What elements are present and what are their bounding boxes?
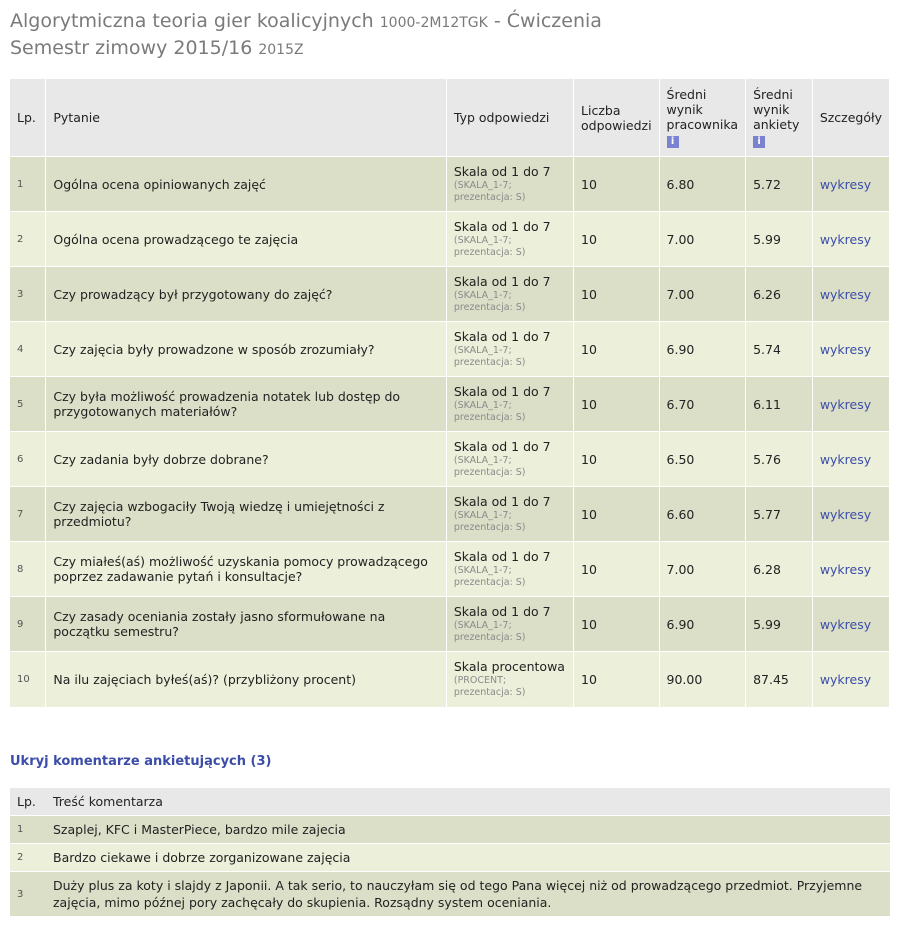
row-employee-avg: 6.60 (659, 487, 746, 542)
row-type-code: (SKALA_1-7; (453, 455, 512, 466)
row-count: 10 (574, 597, 660, 652)
row-type-label: Skala od 1 do 7 (453, 549, 551, 564)
row-count: 10 (574, 652, 660, 707)
row-type (446, 212, 573, 267)
row-employee-avg: 7.00 (659, 267, 746, 322)
col-employee-avg (659, 79, 746, 157)
col-employee-avg-label: Średni wynik pracownika (666, 87, 739, 132)
col-question: Pytanie (46, 79, 447, 157)
row-details (812, 377, 889, 432)
row-type-label: Skala od 1 do 7 (453, 384, 551, 399)
row-type-label: Skala od 1 do 7 (453, 164, 551, 179)
col-survey-avg-label: Średni wynik ankiety (753, 87, 800, 132)
row-type (446, 597, 573, 652)
row-type-code: (SKALA_1-7; (453, 565, 512, 576)
row-type-code: (SKALA_1-7; (453, 510, 512, 521)
row-lp: 6 (10, 432, 46, 487)
row-type (446, 652, 573, 707)
page-title (10, 0, 902, 63)
row-lp: 3 (10, 267, 46, 322)
row-details (812, 322, 889, 377)
table-row (10, 432, 890, 487)
table-row (10, 212, 890, 267)
row-type-presentation: prezentacja: S) (453, 412, 526, 423)
charts-link[interactable]: wykresy (819, 451, 872, 467)
row-type-label: Skala od 1 do 7 (453, 219, 551, 234)
row-details (812, 597, 889, 652)
row-details (812, 487, 889, 542)
row-type-label: Skala od 1 do 7 (453, 604, 551, 619)
row-question: Czy zadania były dobrze dobrane? (46, 432, 447, 487)
row-question: Czy zasady oceniania zostały jasno sformułowane na początku semestru? (46, 597, 447, 652)
row-type (446, 542, 573, 597)
row-type-code: (SKALA_1-7; (453, 400, 512, 411)
row-count: 10 (574, 377, 660, 432)
comment-row (10, 872, 890, 917)
row-employee-avg: 6.50 (659, 432, 746, 487)
semester-code: 2015Z (258, 42, 304, 58)
comments-header-row (10, 788, 890, 816)
row-lp: 4 (10, 322, 46, 377)
charts-link[interactable]: wykresy (819, 506, 872, 522)
row-type (446, 267, 573, 322)
info-icon[interactable]: i (667, 136, 679, 148)
row-survey-avg: 5.76 (746, 432, 813, 487)
row-lp: 1 (10, 157, 46, 212)
comment-text: Szaplej, KFC i MasterPiece, bardzo mile zajecia (46, 816, 890, 844)
row-type-label: Skala procentowa (453, 659, 565, 675)
results-header-row (10, 79, 890, 157)
row-type-code: (SKALA_1-7; (453, 620, 512, 631)
charts-link[interactable]: wykresy (819, 176, 872, 192)
col-count: Liczba odpowiedzi (574, 79, 660, 157)
col-type: Typ odpowiedzi (446, 79, 573, 157)
col-lp: Lp. (10, 79, 46, 157)
row-survey-avg: 5.72 (746, 157, 813, 212)
charts-link[interactable]: wykresy (819, 286, 872, 302)
charts-link[interactable]: wykresy (819, 231, 872, 247)
table-row (10, 157, 890, 212)
results-table (10, 79, 890, 707)
row-lp: 9 (10, 597, 46, 652)
row-question: Czy była możliwość prowadzenia notatek lub dostęp do przygotowanych materiałów? (46, 377, 447, 432)
row-type (446, 377, 573, 432)
row-employee-avg: 7.00 (659, 212, 746, 267)
row-details (812, 212, 889, 267)
row-type-code: (SKALA_1-7; (453, 290, 512, 301)
row-question: Ogólna ocena prowadzącego te zajęcia (46, 212, 447, 267)
row-type-presentation: prezentacja: S) (453, 357, 526, 368)
row-type-code: (SKALA_1-7; (453, 345, 512, 356)
row-survey-avg: 5.77 (746, 487, 813, 542)
col-details: Szczegóły (812, 79, 889, 157)
comment-row (10, 816, 890, 844)
charts-link[interactable]: wykresy (819, 396, 872, 412)
row-count: 10 (574, 542, 660, 597)
row-survey-avg: 87.45 (746, 652, 813, 707)
row-count: 10 (574, 267, 660, 322)
row-count: 10 (574, 432, 660, 487)
row-type (446, 487, 573, 542)
table-row (10, 487, 890, 542)
row-type-label: Skala od 1 do 7 (453, 274, 551, 289)
row-type (446, 322, 573, 377)
row-type-label: Skala od 1 do 7 (453, 439, 551, 454)
row-question: Ogólna ocena opiniowanych zajęć (46, 157, 447, 212)
row-type-code: (SKALA_1-7; (453, 180, 512, 191)
row-details (812, 157, 889, 212)
col-comment-content: Treść komentarza (46, 788, 890, 816)
row-question: Czy zajęcia były prowadzone w sposób zrozumiały? (46, 322, 447, 377)
table-row (10, 597, 890, 652)
table-row (10, 377, 890, 432)
comment-lp: 3 (10, 872, 46, 917)
table-row (10, 652, 890, 707)
row-details (812, 432, 889, 487)
row-employee-avg: 6.80 (659, 157, 746, 212)
row-survey-avg: 6.11 (746, 377, 813, 432)
row-count: 10 (574, 487, 660, 542)
comment-text: Bardzo ciekawe i dobrze zorganizowane zajęcia (46, 844, 890, 872)
row-employee-avg: 90.00 (659, 652, 746, 707)
row-employee-avg: 6.70 (659, 377, 746, 432)
row-type-presentation: prezentacja: S) (453, 687, 526, 699)
row-count: 10 (574, 157, 660, 212)
row-question: Czy zajęcia wzbogaciły Twoją wiedzę i umiejętności z przedmiotu? (46, 487, 447, 542)
row-employee-avg: 6.90 (659, 597, 746, 652)
row-type-presentation: prezentacja: S) (453, 247, 526, 258)
row-question: Czy prowadzący był przygotowany do zajęć? (46, 267, 447, 322)
course-code: 1000-2M12TGK (379, 15, 488, 31)
row-employee-avg: 6.90 (659, 322, 746, 377)
row-lp: 5 (10, 377, 46, 432)
row-lp: 7 (10, 487, 46, 542)
semester-title: Semestr zimowy 2015/16 (10, 37, 253, 59)
row-type-presentation: prezentacja: S) (453, 577, 526, 588)
col-survey-avg (746, 79, 813, 157)
row-type (446, 432, 573, 487)
row-type-presentation: prezentacja: S) (453, 302, 526, 313)
row-count: 10 (574, 212, 660, 267)
row-type-label: Skala od 1 do 7 (453, 494, 551, 509)
row-lp: 2 (10, 212, 46, 267)
row-type-code: (SKALA_1-7; (453, 235, 512, 246)
row-survey-avg: 5.74 (746, 322, 813, 377)
row-type-code: (PROCENT; (453, 675, 507, 687)
table-row (10, 322, 890, 377)
row-question: Czy miałeś(aś) możliwość uzyskania pomocy prowadzącego poprzez zadawanie pytań i konsultacje? (46, 542, 447, 597)
row-employee-avg: 7.00 (659, 542, 746, 597)
col-comment-lp: Lp. (10, 788, 46, 816)
charts-link[interactable]: wykresy (819, 341, 872, 357)
toggle-comments-link[interactable]: Ukryj komentarze ankietujących (3) (10, 754, 272, 769)
row-question: Na ilu zajęciach byłeś(aś)? (przybliżony procent) (46, 652, 447, 707)
charts-link[interactable]: wykresy (819, 671, 872, 687)
row-details (812, 267, 889, 322)
comment-row (10, 844, 890, 872)
row-type-presentation: prezentacja: S) (453, 467, 526, 478)
row-type-presentation: prezentacja: S) (453, 522, 526, 533)
table-row (10, 267, 890, 322)
charts-link[interactable]: wykresy (819, 561, 872, 577)
info-icon[interactable]: i (753, 136, 765, 148)
row-survey-avg: 5.99 (746, 212, 813, 267)
row-type (446, 157, 573, 212)
row-survey-avg: 6.28 (746, 542, 813, 597)
course-type: - Ćwiczenia (493, 10, 602, 32)
row-type-presentation: prezentacja: S) (453, 192, 526, 203)
comment-text: Duży plus za koty i slajdy z Japonii. A tak serio, to nauczyłam się od tego Pana więcej niż od prowadzącego przedmiot. Przyjemne zajęcia, mimo późnej pory zachęcały do skupienia. Rozsądny system oceniania. (46, 872, 890, 917)
row-survey-avg: 6.26 (746, 267, 813, 322)
row-survey-avg: 5.99 (746, 597, 813, 652)
row-details (812, 542, 889, 597)
row-type-presentation: prezentacja: S) (453, 632, 526, 643)
row-type-label: Skala od 1 do 7 (453, 329, 551, 344)
comment-lp: 2 (10, 844, 46, 872)
charts-link[interactable]: wykresy (819, 616, 872, 632)
comment-lp: 1 (10, 816, 46, 844)
row-lp: 10 (10, 652, 46, 707)
course-title: Algorytmiczna teoria gier koalicyjnych (10, 10, 374, 32)
row-details (812, 652, 889, 707)
row-count: 10 (574, 322, 660, 377)
table-row (10, 542, 890, 597)
row-lp: 8 (10, 542, 46, 597)
comments-table (10, 788, 890, 916)
